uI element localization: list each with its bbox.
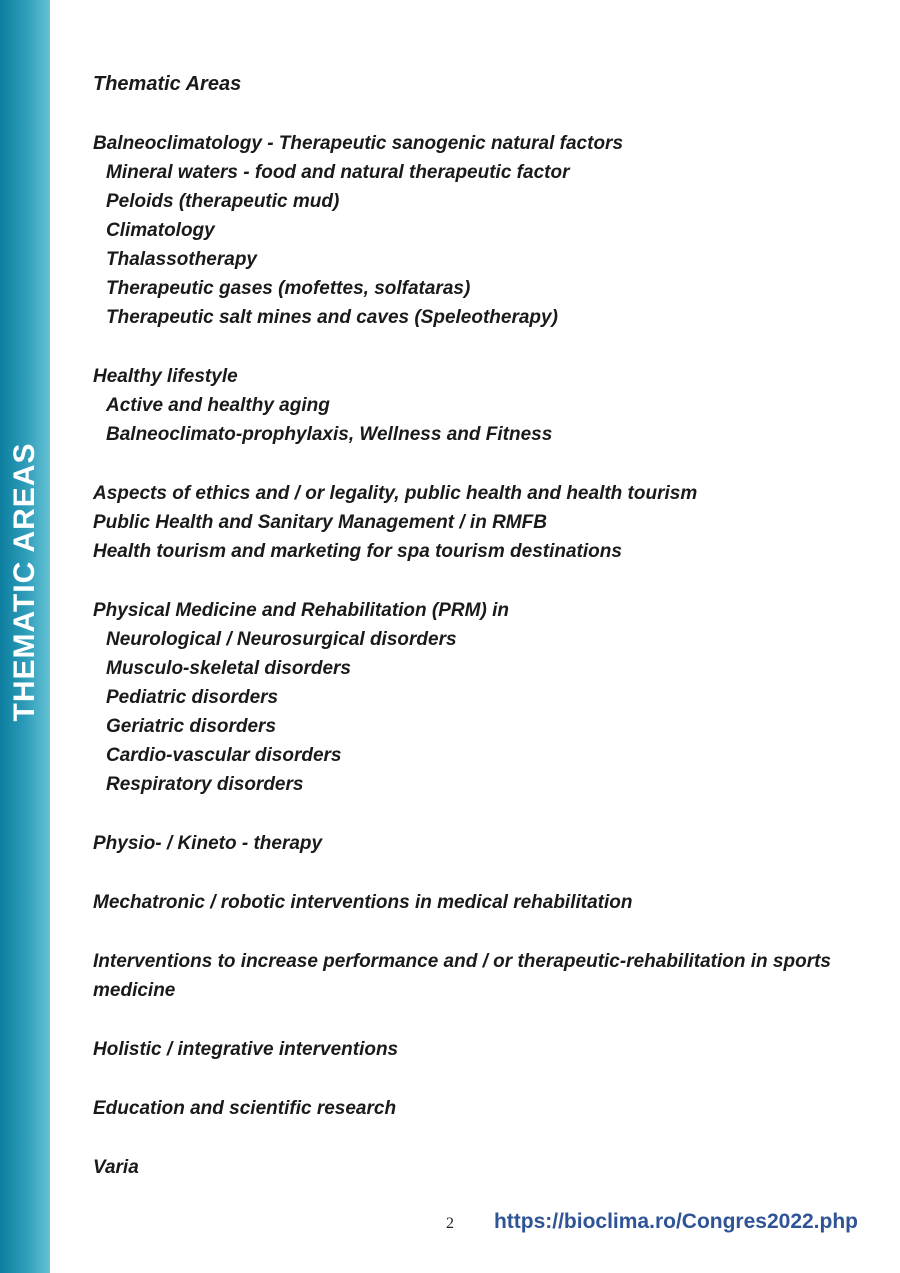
page-number: 2 — [446, 1215, 454, 1232]
sidebar-vertical-label: THEMATIC AREAS — [8, 442, 41, 722]
thematic-line: Aspects of ethics and / or legality, public health and health tourism — [93, 483, 698, 504]
thematic-line: Pediatric disorders — [106, 687, 279, 708]
thematic-section — [93, 479, 873, 566]
thematic-line: Thalassotherapy — [106, 249, 257, 270]
thematic-section — [93, 1094, 873, 1123]
thematic-section — [93, 129, 873, 332]
thematic-line: Peloids (therapeutic mud) — [106, 191, 340, 212]
page-title: Thematic Areas — [93, 73, 242, 95]
thematic-line: Balneoclimatology - Therapeutic sanogenic natural factors — [93, 133, 624, 154]
thematic-line: Respiratory disorders — [106, 774, 304, 795]
thematic-line: Education and scientific research — [93, 1098, 397, 1119]
thematic-line: Mechatronic / robotic interventions in medical rehabilitation — [93, 892, 633, 913]
main-content — [93, 70, 873, 1182]
thematic-line: Mineral waters - food and natural therapeutic factor — [106, 162, 570, 183]
thematic-sections — [93, 129, 873, 1182]
footer-url-link[interactable]: https://bioclima.ro/Congres2022.php — [493, 1210, 858, 1233]
thematic-line: Physio- / Kineto - therapy — [93, 833, 323, 854]
thematic-line: Geriatric disorders — [106, 716, 277, 737]
thematic-line: Active and healthy aging — [106, 395, 330, 416]
thematic-line: Public Health and Sanitary Management / in RMFB — [93, 512, 547, 533]
sidebar-band — [0, 0, 50, 1273]
thematic-section — [93, 596, 873, 799]
thematic-section — [93, 362, 873, 449]
thematic-section — [93, 888, 873, 917]
thematic-line: Therapeutic gases (mofettes, solfataras) — [106, 278, 471, 299]
thematic-line: Healthy lifestyle — [93, 366, 238, 387]
thematic-line: Therapeutic salt mines and caves (Speleotherapy) — [106, 307, 558, 328]
thematic-line: Varia — [93, 1157, 139, 1178]
thematic-line: Climatology — [106, 220, 215, 241]
thematic-line: Interventions to increase performance and / or therapeutic-rehabilitation in sports medicine — [93, 951, 831, 1001]
thematic-line: Cardio-vascular disorders — [106, 745, 342, 766]
thematic-section — [93, 1153, 873, 1182]
thematic-line: Physical Medicine and Rehabilitation (PRM) in — [93, 600, 509, 621]
thematic-line: Musculo-skeletal disorders — [106, 658, 351, 679]
thematic-line: Balneoclimato-prophylaxis, Wellness and Fitness — [106, 424, 553, 445]
thematic-section — [93, 1035, 873, 1064]
thematic-section — [93, 829, 873, 858]
thematic-section — [93, 947, 873, 1005]
thematic-line: Neurological / Neurosurgical disorders — [106, 629, 457, 650]
thematic-line: Holistic / integrative interventions — [93, 1039, 399, 1060]
thematic-line: Health tourism and marketing for spa tourism destinations — [93, 541, 622, 562]
